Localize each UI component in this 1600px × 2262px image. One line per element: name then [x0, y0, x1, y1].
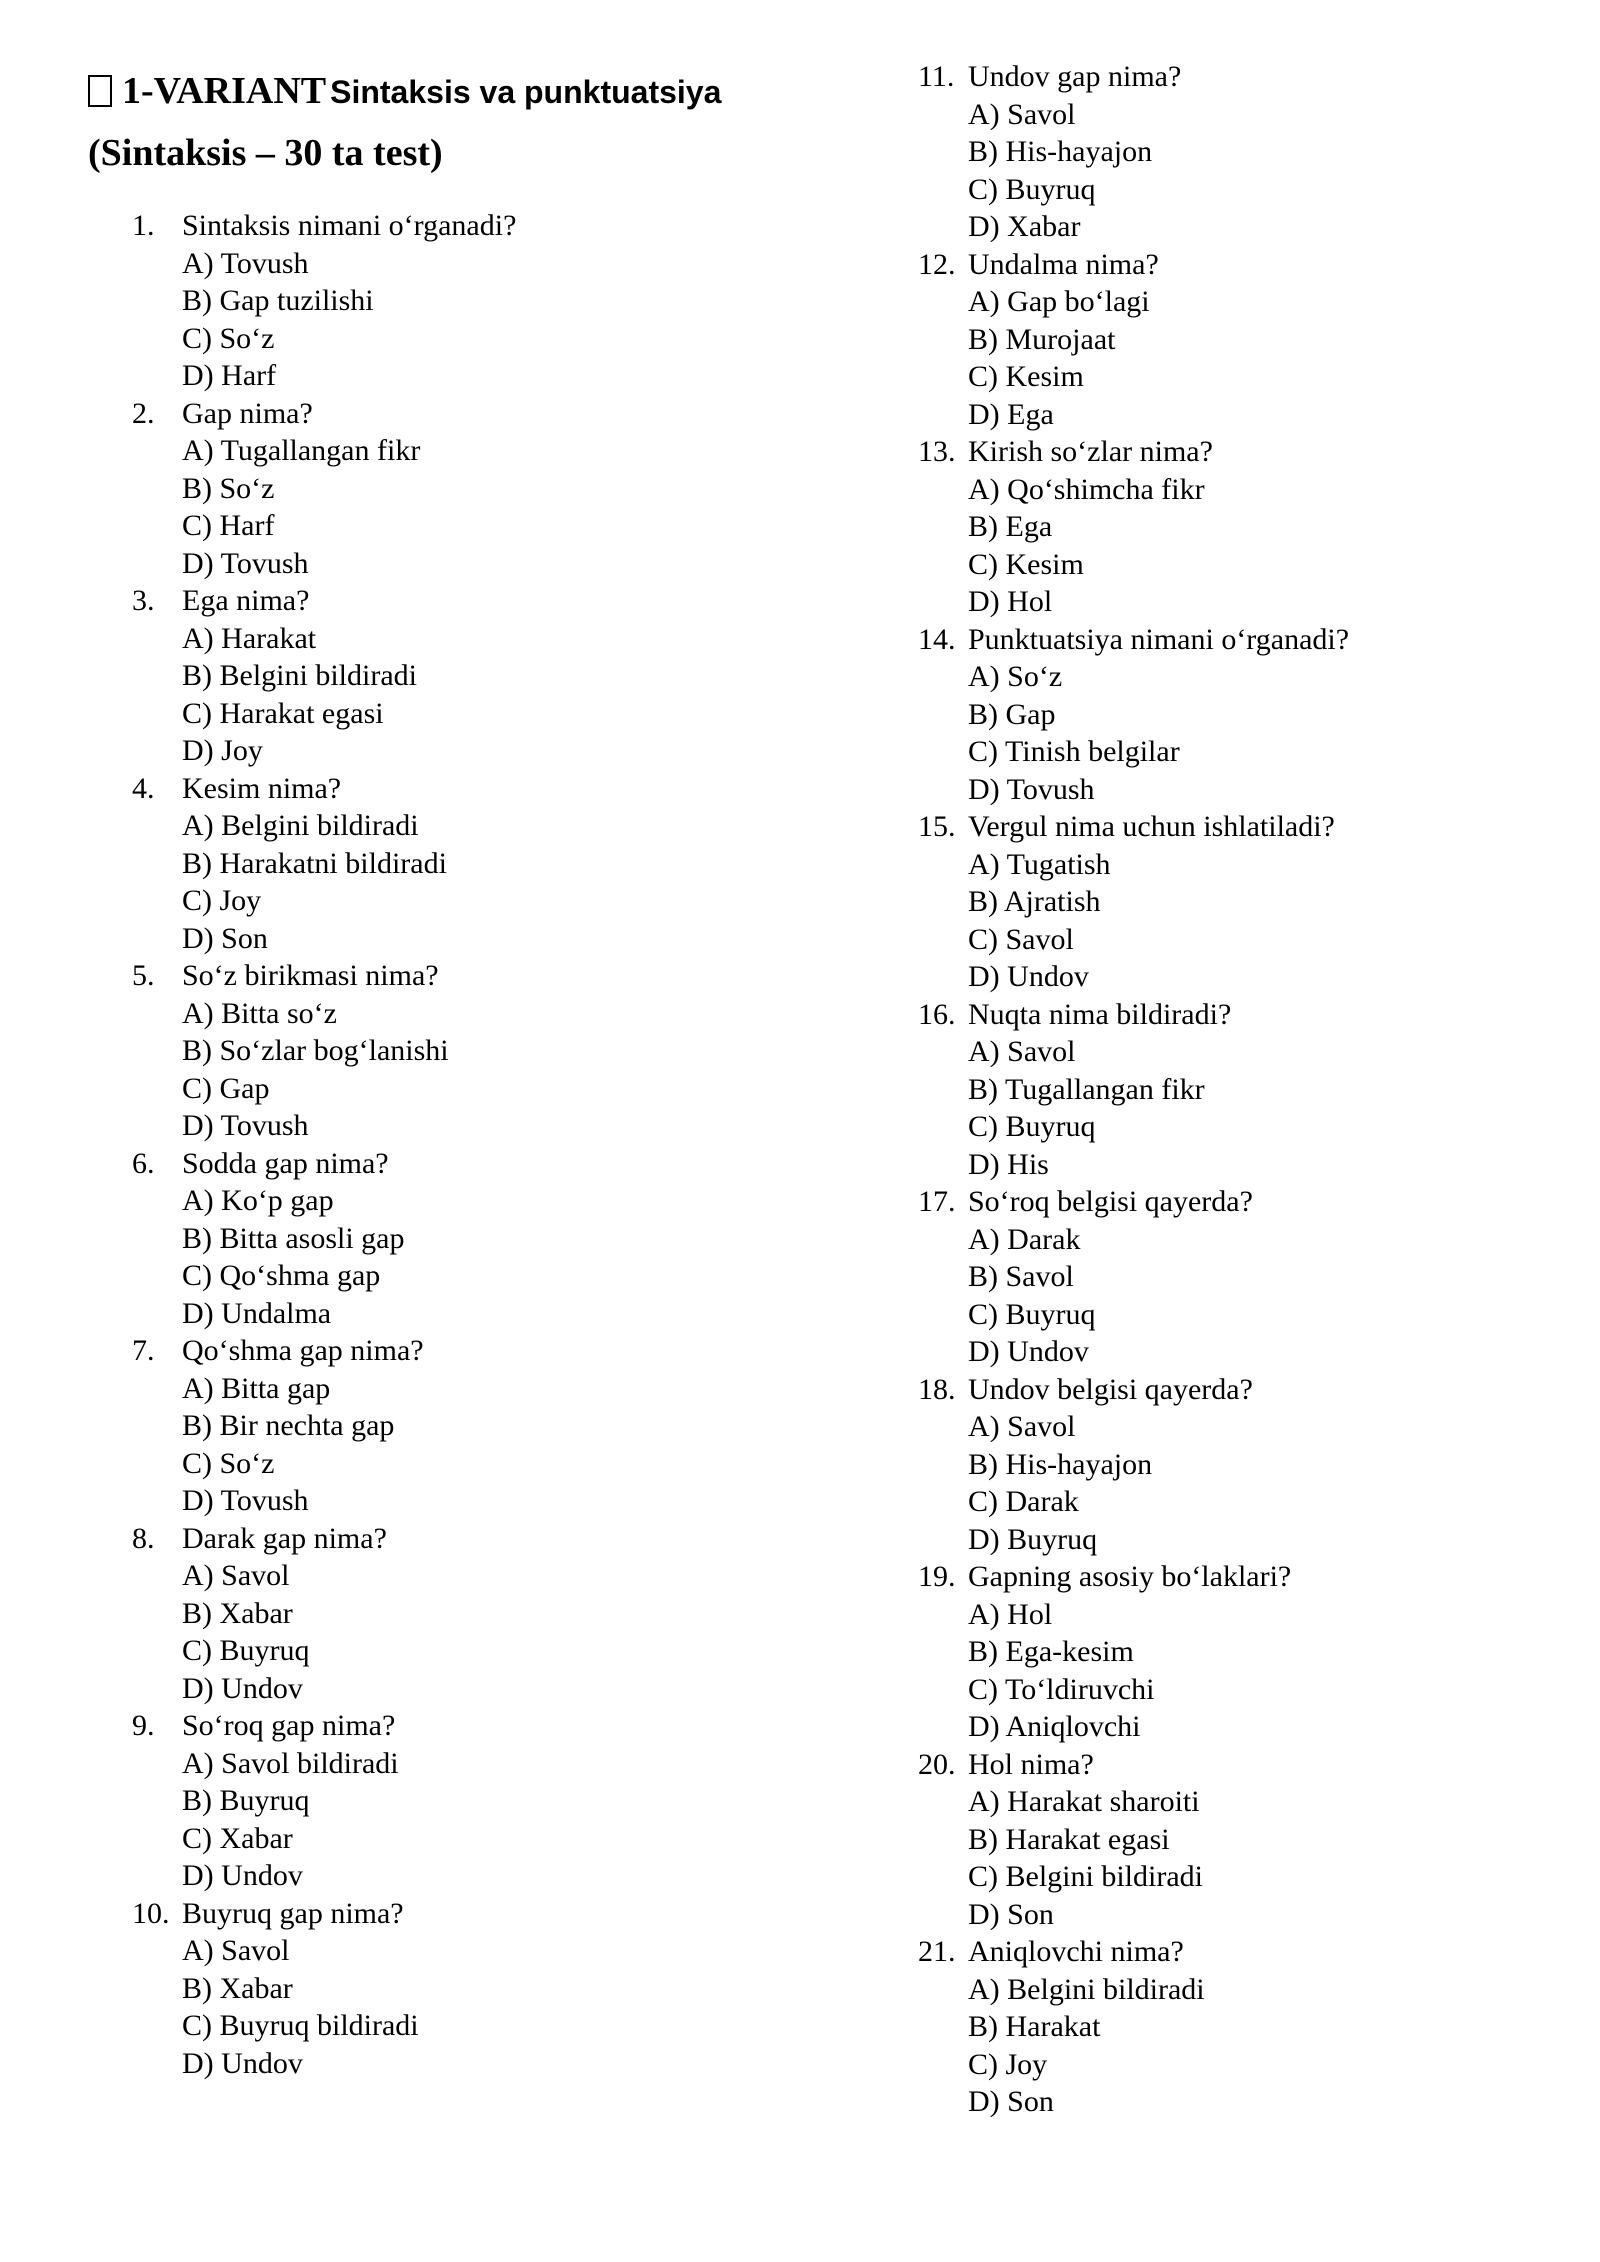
- question-number: 12.: [918, 247, 956, 281]
- answer-option: C) Joy: [968, 2047, 1048, 2081]
- question-number: 20.: [918, 1747, 956, 1781]
- answer-option: B) Ega: [968, 510, 1053, 543]
- question-row: [918, 1933, 1558, 1971]
- answer-option: B) Gap: [968, 697, 1056, 731]
- question-item: [918, 1933, 1558, 2121]
- answer-option: D) Tovush: [182, 1484, 309, 1517]
- answer-option: D) Hol: [968, 585, 1053, 618]
- question-row: [918, 246, 1558, 284]
- answer-option: A) Tugallangan fikr: [182, 434, 421, 467]
- question-row: [918, 58, 1558, 96]
- question-text: Darak gap nima?: [182, 1521, 387, 1555]
- answer-option: B) Ega-kesim: [968, 1635, 1134, 1668]
- question-text: Buyruq gap nima?: [182, 1896, 404, 1930]
- question-number: 15.: [918, 810, 956, 843]
- question-item: [132, 1895, 872, 2083]
- question-number: 21.: [918, 1935, 956, 1968]
- answer-option: D) Undov: [182, 1859, 303, 1892]
- question-number: 19.: [918, 1560, 956, 1593]
- answer-option: A) Hol: [968, 1597, 1053, 1631]
- subject-label: Sintaksis va punktuatsiya: [330, 74, 722, 110]
- answer-option: B) So‘z: [182, 471, 275, 505]
- question-number: 10.: [132, 1896, 170, 1930]
- question-text: Kesim nima?: [182, 771, 342, 805]
- answer-option: B) His-hayajon: [968, 1447, 1153, 1481]
- answer-option: A) Tovush: [182, 246, 309, 280]
- answer-option: A) Tugatish: [968, 847, 1111, 881]
- answer-option: A) Belgini bildiradi: [968, 1972, 1205, 2006]
- answer-option: A) So‘z: [968, 660, 1063, 693]
- answer-option: A) Ko‘p gap: [182, 1184, 334, 1217]
- answer-option: A) Darak: [968, 1222, 1081, 1256]
- answer-option: C) Tinish belgilar: [968, 735, 1180, 768]
- question-item: [918, 433, 1558, 621]
- question-row: [132, 1707, 872, 1745]
- question-row: [918, 433, 1558, 471]
- question-row: [132, 207, 872, 245]
- answer-option: B) Harakat: [968, 2010, 1101, 2043]
- question-row: [918, 808, 1558, 846]
- answer-option: B) Tugallangan fikr: [968, 1072, 1205, 1106]
- question-list-left: [132, 207, 872, 2082]
- question-row: [918, 1558, 1558, 1596]
- question-item: [918, 1371, 1558, 1559]
- answer-option: B) Xabar: [182, 1971, 293, 2005]
- answer-option: C) Harakat egasi: [182, 696, 384, 730]
- question-text: Undov belgisi qayerda?: [968, 1372, 1253, 1406]
- question-number: 13.: [918, 435, 956, 468]
- answer-option: D) Tovush: [182, 546, 309, 580]
- answer-option: D) Undov: [182, 1671, 303, 1705]
- answer-option: D) Undov: [968, 960, 1089, 993]
- answer-option: A) Savol: [968, 97, 1076, 131]
- question-item: [918, 1746, 1558, 1934]
- answer-option: C) Kesim: [968, 360, 1084, 393]
- answer-option: A) Harakat: [182, 621, 317, 655]
- answer-option: D) Undov: [968, 1335, 1089, 1368]
- question-text: So‘roq gap nima?: [182, 1709, 396, 1742]
- question-text: Ega nima?: [182, 584, 310, 617]
- answer-option: C) So‘z: [182, 1446, 275, 1480]
- answer-option: D) His: [968, 1147, 1049, 1181]
- document-icon: [88, 75, 112, 107]
- question-number: 3.: [132, 584, 155, 617]
- answer-option: D) Undov: [182, 2046, 303, 2080]
- answer-option: C) Buyruq: [968, 1110, 1096, 1143]
- subtitle: (Sintaksis – 30 ta test): [88, 132, 443, 174]
- question-number: 5.: [132, 959, 155, 992]
- question-number: 1.: [132, 209, 155, 242]
- answer-option: C) Savol: [968, 922, 1074, 956]
- answer-option: C) Darak: [968, 1485, 1079, 1518]
- question-text: Nuqta nima bildiradi?: [968, 997, 1232, 1031]
- question-number: 4.: [132, 771, 155, 805]
- answer-option: D) Son: [968, 1897, 1054, 1931]
- answer-option: B) Ajratish: [968, 885, 1101, 918]
- question-item: [132, 395, 872, 583]
- question-text: Sintaksis nimani o‘rganadi?: [182, 209, 517, 242]
- question-item: [918, 246, 1558, 434]
- question-row: [132, 957, 872, 995]
- question-row: [918, 1183, 1558, 1221]
- answer-option: D) Son: [968, 2085, 1054, 2118]
- answer-option: D) Aniqlovchi: [968, 1710, 1141, 1743]
- answer-option: C) Gap: [182, 1071, 270, 1105]
- question-text: Gap nima?: [182, 396, 313, 430]
- question-item: [132, 1707, 872, 1895]
- question-number: 6.: [132, 1146, 155, 1180]
- answer-option: B) Belgini bildiradi: [182, 659, 417, 692]
- answer-option: A) Savol: [968, 1035, 1076, 1068]
- answer-option: A) Savol bildiradi: [182, 1746, 399, 1780]
- question-item: [132, 770, 872, 958]
- answer-option: D) Buyruq: [968, 1522, 1098, 1556]
- answer-option: B) Bir nechta gap: [182, 1409, 395, 1442]
- question-item: [918, 58, 1558, 246]
- answer-option: C) Xabar: [182, 1821, 293, 1855]
- question-text: Qo‘shma gap nima?: [182, 1334, 424, 1367]
- answer-option: B) So‘zlar bog‘lanishi: [182, 1034, 449, 1067]
- question-item: [918, 996, 1558, 1184]
- answer-option: A) Bitta so‘z: [182, 996, 337, 1030]
- answer-option: C) Buyruq: [968, 1297, 1096, 1331]
- answer-option: D) Son: [182, 921, 268, 955]
- answer-option: C) So‘z: [182, 321, 275, 355]
- question-number: 14.: [918, 622, 956, 656]
- question-number: 11.: [918, 60, 955, 93]
- answer-option: B) Xabar: [182, 1596, 293, 1630]
- question-row: [132, 395, 872, 433]
- question-text: So‘z birikmasi nima?: [182, 959, 439, 992]
- variant-label: 1-VARIANT: [122, 70, 327, 112]
- answer-option: A) Harakat sharoiti: [968, 1785, 1200, 1818]
- question-list-right: [918, 58, 1558, 2121]
- answer-option: B) Savol: [968, 1260, 1074, 1293]
- answer-option: B) Murojaat: [968, 322, 1116, 356]
- answer-option: D) Undalma: [182, 1296, 332, 1330]
- question-item: [918, 621, 1558, 809]
- question-row: [132, 1145, 872, 1183]
- answer-option: D) Tovush: [182, 1109, 309, 1142]
- question-item: [132, 957, 872, 1145]
- answer-option: C) Buyruq bildiradi: [182, 2009, 419, 2042]
- answer-option: C) Joy: [182, 884, 262, 917]
- question-item: [132, 207, 872, 395]
- question-number: 7.: [132, 1334, 155, 1367]
- answer-option: B) Buyruq: [182, 1784, 310, 1817]
- answer-option: C) Buyruq: [182, 1634, 310, 1667]
- question-row: [918, 621, 1558, 659]
- question-row: [132, 582, 872, 620]
- question-row: [132, 1895, 872, 1933]
- question-item: [132, 582, 872, 770]
- answer-option: B) Bitta asosli gap: [182, 1221, 405, 1255]
- question-text: Undov gap nima?: [968, 60, 1182, 93]
- answer-option: C) Buyruq: [968, 172, 1096, 206]
- question-item: [132, 1145, 872, 1333]
- question-item: [918, 1558, 1558, 1746]
- answer-option: C) Belgini bildiradi: [968, 1860, 1203, 1893]
- answer-option: B) His-hayajon: [968, 135, 1153, 168]
- question-number: 8.: [132, 1521, 155, 1555]
- answer-option: C) Qo‘shma gap: [182, 1259, 381, 1292]
- question-text: Gapning asosiy bo‘laklari?: [968, 1560, 1292, 1593]
- answer-option: B) Gap tuzilishi: [182, 284, 374, 317]
- question-item: [132, 1520, 872, 1708]
- answer-option: D) Harf: [182, 359, 277, 392]
- question-number: 17.: [918, 1185, 956, 1218]
- question-row: [132, 770, 872, 808]
- answer-option: C) To‘ldiruvchi: [968, 1672, 1155, 1706]
- answer-option: B) Harakat egasi: [968, 1822, 1170, 1856]
- question-number: 16.: [918, 997, 956, 1031]
- question-text: Kirish so‘zlar nima?: [968, 435, 1213, 468]
- answer-option: A) Qo‘shimcha fikr: [968, 472, 1205, 506]
- answer-option: D) Ega: [968, 397, 1054, 431]
- question-number: 2.: [132, 396, 155, 430]
- question-item: [132, 1332, 872, 1520]
- question-item: [918, 1183, 1558, 1371]
- question-text: Vergul nima uchun ishlatiladi?: [968, 810, 1335, 843]
- answer-option: A) Savol: [182, 1559, 290, 1592]
- answer-option: A) Gap bo‘lagi: [968, 285, 1150, 318]
- question-text: Sodda gap nima?: [182, 1146, 389, 1180]
- answer-option: D) Tovush: [968, 772, 1095, 806]
- question-text: Aniqlovchi nima?: [968, 1935, 1184, 1968]
- question-text: So‘roq belgisi qayerda?: [968, 1185, 1253, 1218]
- question-row: [918, 1746, 1558, 1784]
- question-number: 9.: [132, 1709, 155, 1742]
- question-text: Undalma nima?: [968, 247, 1159, 281]
- question-row: [132, 1520, 872, 1558]
- answer-option: C) Harf: [182, 509, 275, 542]
- question-text: Hol nima?: [968, 1747, 1094, 1781]
- question-item: [918, 808, 1558, 996]
- answer-option: D) Joy: [182, 734, 263, 767]
- answer-option: C) Kesim: [968, 547, 1084, 581]
- answer-option: D) Xabar: [968, 210, 1081, 243]
- answer-option: A) Savol: [968, 1410, 1076, 1443]
- answer-option: A) Savol: [182, 1934, 290, 1967]
- answer-option: B) Harakatni bildiradi: [182, 846, 447, 880]
- question-row: [918, 1371, 1558, 1409]
- answer-option: A) Belgini bildiradi: [182, 809, 419, 842]
- question-row: [132, 1332, 872, 1370]
- page-title: [88, 64, 848, 180]
- answer-option: A) Bitta gap: [182, 1371, 331, 1405]
- question-number: 18.: [918, 1372, 956, 1406]
- question-text: Punktuatsiya nimani o‘rganadi?: [968, 622, 1350, 656]
- question-row: [918, 996, 1558, 1034]
